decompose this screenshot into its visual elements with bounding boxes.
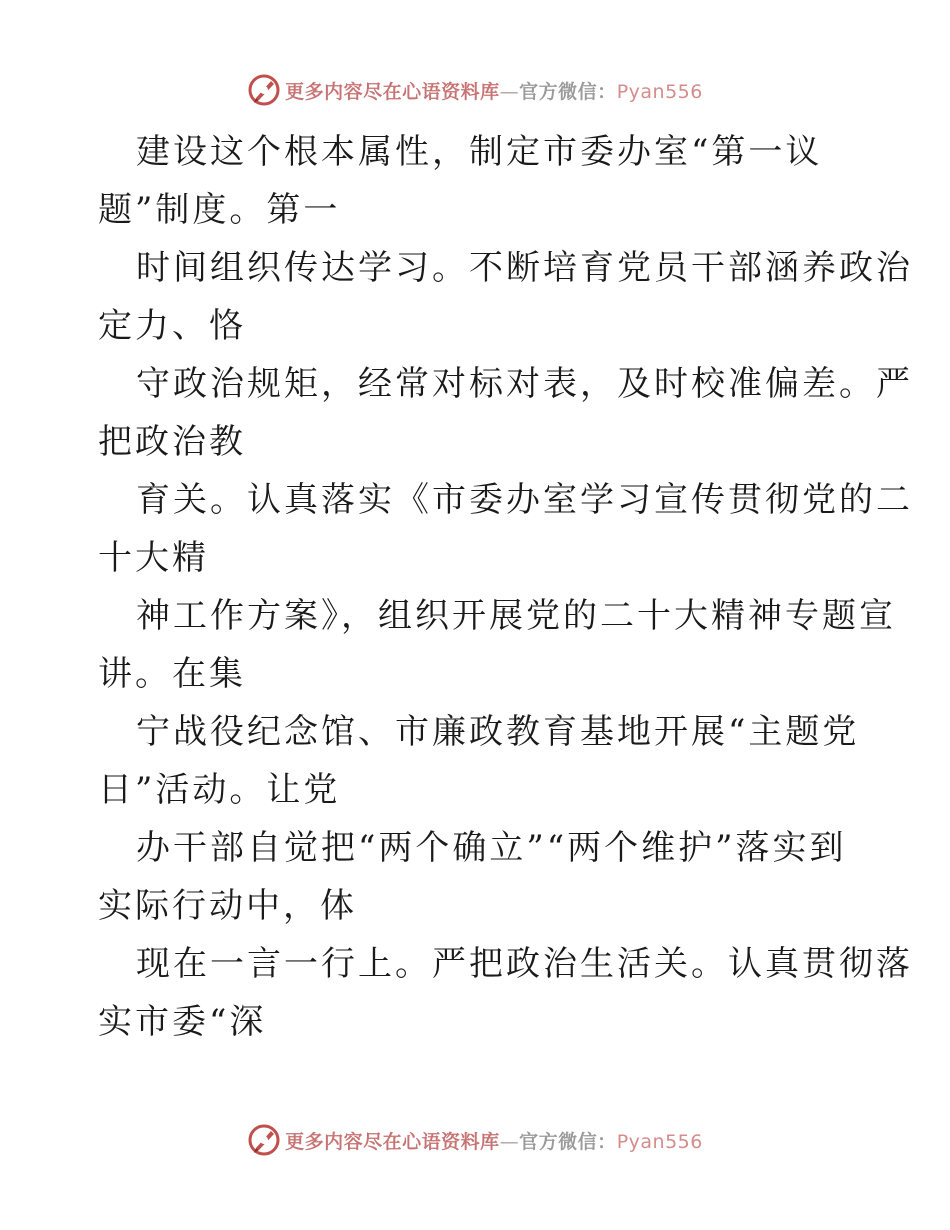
watermark-label: 官方微信： [519,80,617,103]
header-watermark [0,70,950,110]
quill-logo-icon [247,73,281,107]
paragraph-line: 日”活动。让党 [98,770,341,810]
watermark-separator: — [499,1130,520,1153]
paragraph-line: 神工作方案》，组织开展党的二十大精神专题宣 [136,596,896,636]
watermark-text [285,1127,703,1154]
paragraph-1 [98,123,858,239]
paragraph-line: 办干部自觉把“两个确立”“两个维护”落实到 [136,828,847,868]
paragraph-line: 实际行动中，体 [98,886,357,926]
paragraph-line: 宁战役纪念馆、市廉政教育基地开展“主题党 [136,712,860,752]
paragraph-6 [98,703,858,819]
quill-logo-icon [247,1123,281,1157]
watermark-id: Pyan556 [616,80,703,103]
paragraph-7 [98,819,858,935]
paragraph-line: 讲。在集 [98,654,246,694]
watermark-id: Pyan556 [616,1130,703,1153]
paragraph-line: 实市委“深 [98,1002,267,1042]
paragraph-line: 育关。认真落实《市委办室学习宣传贯彻党的二 [136,480,913,520]
watermark-main: 更多内容尽在心语资料库 [285,80,500,103]
paragraph-line: 守政治规矩，经常对标对表，及时校准偏差。严 [136,364,913,404]
document-body [98,123,913,1051]
paragraph-line: 建设这个根本属性，制定市委办室“第一议 [136,132,823,172]
watermark-label: 官方微信： [519,1130,617,1153]
paragraph-line: 现在一言一行上。严把政治生活关。认真贯彻落 [136,944,913,984]
paragraph-line: 定力、恪 [98,306,246,346]
watermark-separator: — [499,80,520,103]
paragraph-4 [98,471,913,587]
watermark-main: 更多内容尽在心语资料库 [285,1130,500,1153]
paragraph-2 [98,239,913,355]
watermark-text [285,77,703,104]
paragraph-line: 题”制度。第一 [98,190,341,230]
paragraph-line: 十大精 [98,538,209,578]
paragraph-8 [98,935,913,1051]
paragraph-5 [98,587,896,703]
paragraph-line: 时间组织传达学习。不断培育党员干部涵养政治 [136,248,913,288]
paragraph-3 [98,355,913,471]
footer-watermark [0,1120,950,1160]
paragraph-line: 把政治教 [98,422,246,462]
